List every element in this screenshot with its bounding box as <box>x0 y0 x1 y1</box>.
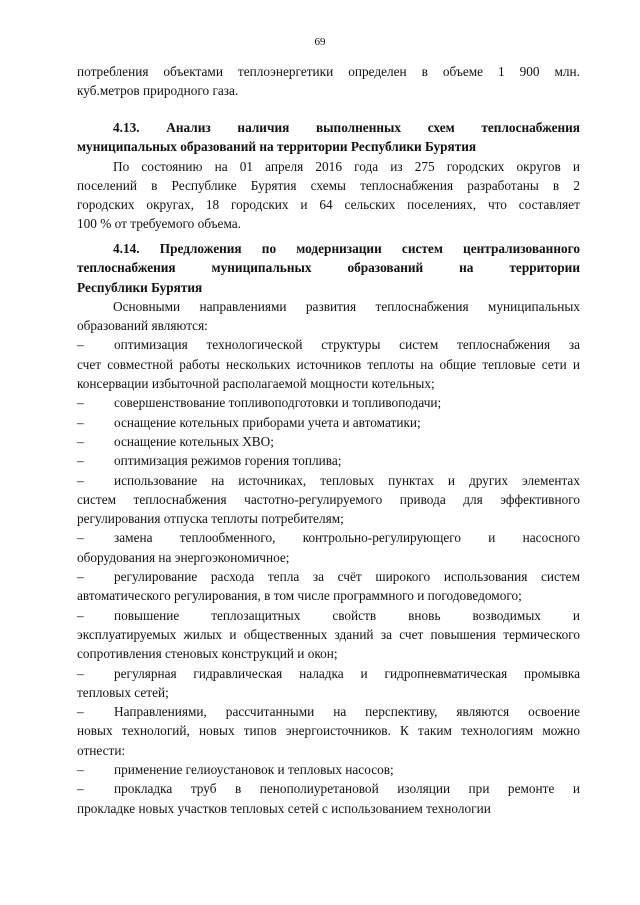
bullet-list <box>77 335 580 817</box>
list-item-continuation: новых технологий, новых типов энергоисточников. К таким технологиям можно отнести: <box>77 723 580 758</box>
dash-marker: – <box>77 665 84 681</box>
list-item <box>77 432 580 451</box>
dash-marker: – <box>77 337 84 353</box>
text-line: потребления объектами теплоэнергетики определен в объеме 1 900 млн. <box>77 64 580 79</box>
dash-marker: – <box>77 569 84 585</box>
list-item <box>77 760 580 779</box>
page-number: 69 <box>314 36 326 48</box>
dash-marker: – <box>77 395 84 411</box>
list-item-text: повышение теплозащитных свойств вновь возводимых и <box>114 607 580 623</box>
list-item-text: оптимизация технологической структуры систем теплоснабжения за <box>114 337 580 353</box>
list-item <box>77 471 580 529</box>
list-item-text: применение гелиоустановок и тепловых насосов; <box>114 762 394 778</box>
list-item-continuation: эксплуатируемых жилых и общественных зданий за счет повышения термического сопротивления стеновых конструкций и окон; <box>77 626 580 662</box>
list-item <box>77 567 580 606</box>
dash-marker: – <box>77 762 84 778</box>
dash-marker: – <box>77 607 84 623</box>
list-item-text: оптимизация режимов горения топлива; <box>114 453 342 469</box>
list-item-continuation: прокладке новых участков тепловых сетей с использованием технологии <box>77 800 491 816</box>
section-heading: 4.13. Анализ наличия выполненных схем теплоснабжения <box>113 120 580 135</box>
list-item <box>77 528 580 567</box>
text-line: поселений в Республике Бурятия схемы теплоснабжения разработаны в 2 <box>77 177 580 193</box>
list-item-text: прокладка труб в пенополиуретановой изоляции при ремонте и <box>114 781 580 797</box>
dash-marker: – <box>77 530 84 546</box>
list-item-text: регулирование расхода тепла за счёт широкого использования систем <box>114 569 580 585</box>
list-item-text: оснащение котельных приборами учета и автоматики; <box>114 414 421 430</box>
section-heading: Республики Бурятия <box>77 279 203 295</box>
text-line: образований являются: <box>77 318 208 334</box>
dash-marker: – <box>77 414 84 430</box>
list-item-text: использование на источниках, тепловых пунктах и других элементах <box>114 472 580 488</box>
list-item <box>77 335 580 393</box>
list-item-continuation: тепловых сетей; <box>77 684 169 700</box>
list-item <box>77 702 580 760</box>
section-heading: теплоснабжения муниципальных образований на территории <box>77 260 580 276</box>
list-item <box>77 393 580 412</box>
list-item <box>77 413 580 432</box>
section-heading: 4.14. Предложения по модернизации систем централизованного <box>113 241 580 256</box>
list-item <box>77 606 580 664</box>
list-item-text: Направлениями, рассчитанными на перспективу, являются освоение <box>114 704 580 720</box>
list-item <box>77 664 580 703</box>
dash-marker: – <box>77 472 84 488</box>
text-line: 100 % от требуемого объема. <box>77 216 242 232</box>
text-line: Основными направлениями развития теплоснабжения муниципальных <box>113 298 580 314</box>
dash-marker: – <box>77 704 84 720</box>
text-line: городских округах, 18 городских и 64 сельских поселениях, что составляет <box>77 197 580 213</box>
dash-marker: – <box>77 453 84 469</box>
list-item-text: замена теплообменного, контрольно-регулирующего и насосного <box>114 530 580 546</box>
dash-marker: – <box>77 781 84 797</box>
text-line: куб.метров природного газа. <box>77 83 239 99</box>
list-item-text: оснащение котельных ХВО; <box>114 433 274 449</box>
list-item-continuation: оборудования на энергоэкономичное; <box>77 549 290 565</box>
list-item-text: регулярная гидравлическая наладка и гидропневматическая промывка <box>114 665 580 681</box>
list-item <box>77 779 580 818</box>
list-item-continuation: систем теплоснабжения частотно-регулируемого привода для эффективного регулирования отпуска теплоты потребителям; <box>77 491 580 527</box>
text-line: По состоянию на 01 апреля 2016 года из 275 городских округов и <box>113 158 580 174</box>
dash-marker: – <box>77 433 84 449</box>
section-4-13 <box>77 118 580 234</box>
list-item <box>77 451 580 470</box>
section-4-14 <box>77 239 580 818</box>
section-heading: муниципальных образований на территории Республики Бурятия <box>77 139 477 155</box>
list-item-text: совершенствование топливоподготовки и топливоподачи; <box>114 395 442 411</box>
list-item-continuation: счет совместной работы нескольких источников теплоты на общие тепловые сети и консервации избыточной располагаемой мощности котельных; <box>77 356 580 392</box>
list-item-continuation: автоматического регулирования, в том числе программного и погодоведомого; <box>77 588 522 604</box>
intro-paragraph <box>77 62 580 101</box>
